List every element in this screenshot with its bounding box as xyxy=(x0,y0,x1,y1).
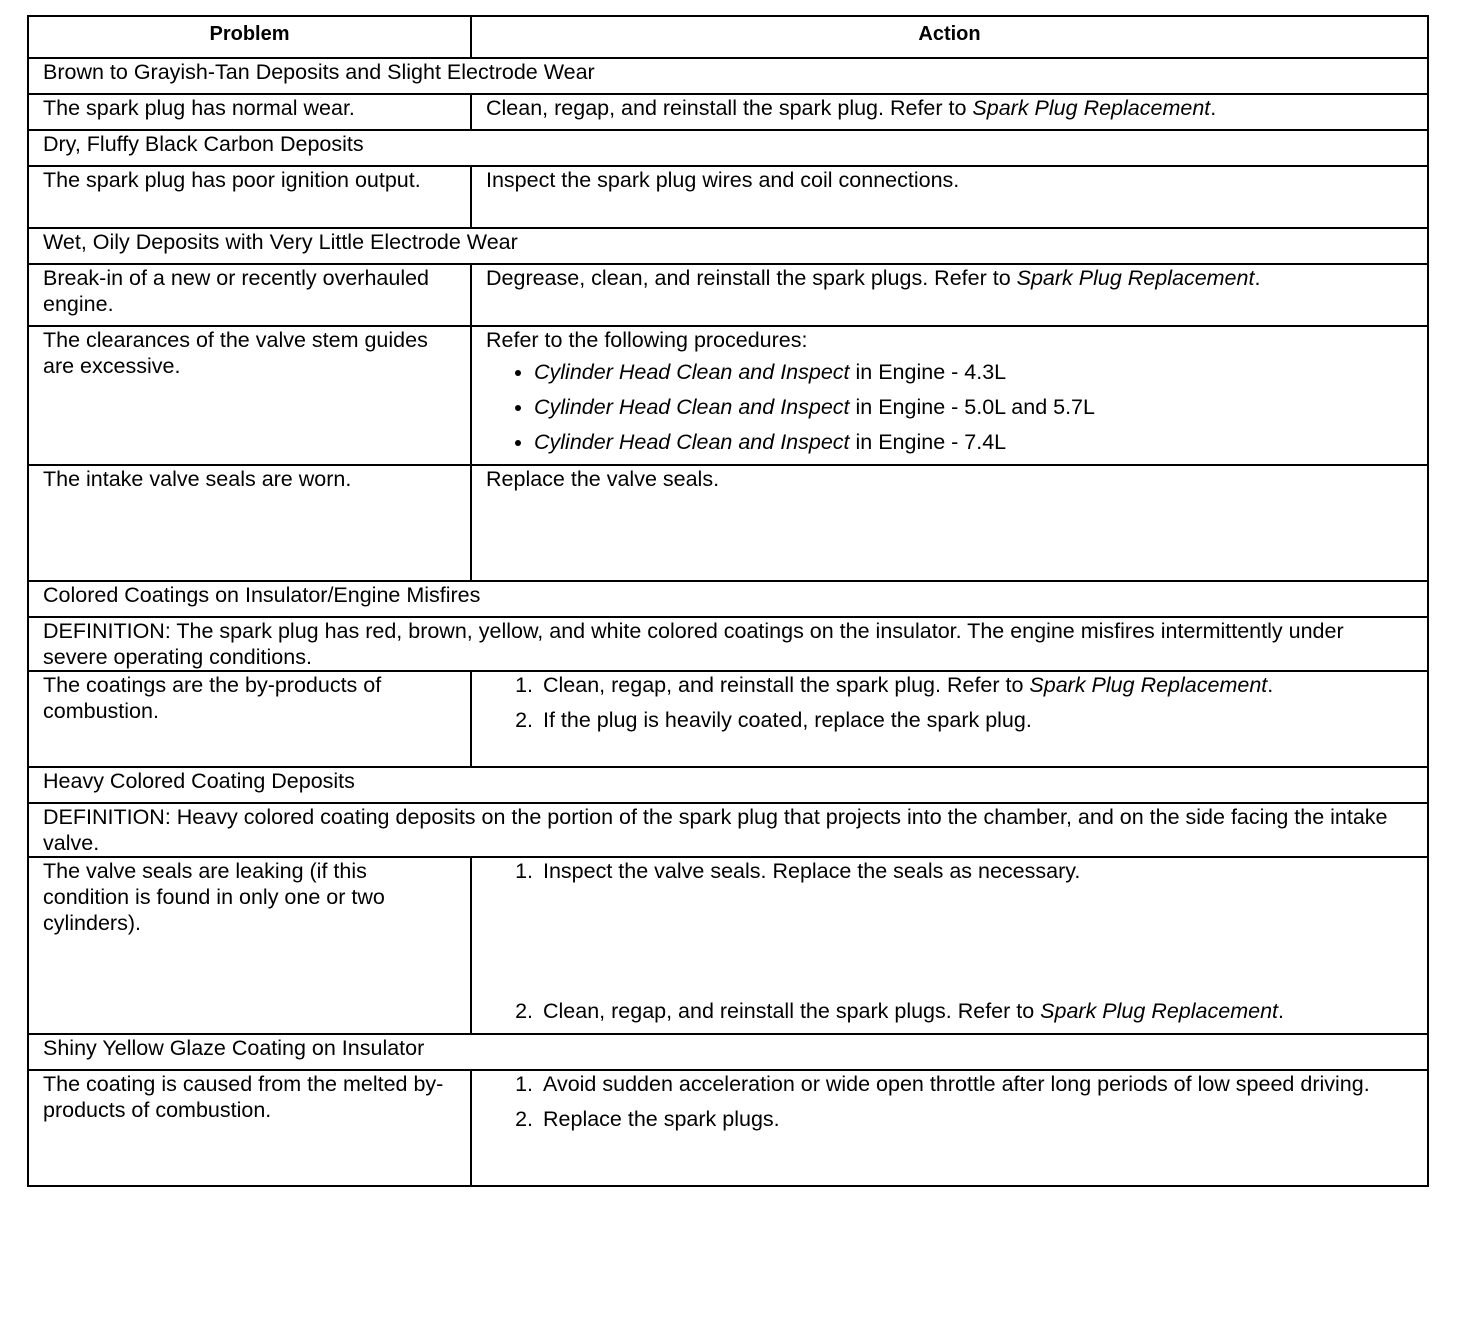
section-title: Heavy Colored Coating Deposits xyxy=(28,767,1428,803)
step-list xyxy=(486,858,1413,1024)
section-row xyxy=(28,767,1428,803)
procedure-reference: Spark Plug Replacement xyxy=(1016,266,1255,290)
problem-cell: The intake valve seals are worn. xyxy=(28,465,471,581)
step-list xyxy=(486,1071,1413,1132)
action-cell xyxy=(471,94,1428,130)
step-item xyxy=(539,707,1413,733)
diagnosis-table xyxy=(27,15,1429,1187)
step-item xyxy=(539,858,1413,884)
section-row xyxy=(28,1034,1428,1070)
problem-cell: Break-in of a new or recently overhauled engine. xyxy=(28,264,471,326)
problem-cell: The coating is caused from the melted by-products of combustion. xyxy=(28,1070,471,1186)
action-cell xyxy=(471,857,1428,1034)
definition-row xyxy=(28,803,1428,857)
table-row xyxy=(28,166,1428,228)
section-title: Brown to Grayish-Tan Deposits and Slight Electrode Wear xyxy=(28,58,1428,94)
step-item xyxy=(539,1071,1413,1097)
table-row xyxy=(28,465,1428,581)
problem-cell: The spark plug has poor ignition output. xyxy=(28,166,471,228)
step-list xyxy=(486,672,1413,733)
procedure-reference: Spark Plug Replacement xyxy=(1029,673,1268,697)
action-text-end: . xyxy=(1254,266,1261,290)
action-cell xyxy=(471,264,1428,326)
action-text: Clean, regap, and reinstall the spark plug. Refer to xyxy=(486,96,973,120)
section-title: Dry, Fluffy Black Carbon Deposits xyxy=(28,130,1428,166)
procedure-reference: Cylinder Head Clean and Inspect xyxy=(534,430,850,454)
header-problem: Problem xyxy=(28,16,471,58)
list-item xyxy=(534,394,1413,420)
table-row xyxy=(28,326,1428,465)
step-item xyxy=(539,1106,1413,1132)
definition-row xyxy=(28,617,1428,671)
step-text: Clean, regap, and reinstall the spark plugs. Refer to xyxy=(543,999,1041,1023)
section-title: Colored Coatings on Insulator/Engine Misfires xyxy=(28,581,1428,617)
action-cell xyxy=(471,1070,1428,1186)
procedure-list xyxy=(486,359,1413,455)
header-action: Action xyxy=(471,16,1428,58)
step-text: Inspect the valve seals. Replace the seals as necessary. xyxy=(543,859,1081,883)
action-lead: Refer to the following procedures: xyxy=(486,328,808,352)
step-item xyxy=(539,998,1413,1024)
procedure-reference: Spark Plug Replacement xyxy=(972,96,1211,120)
action-cell xyxy=(471,326,1428,465)
table-row xyxy=(28,264,1428,326)
action-text: Degrease, clean, and reinstall the spark plugs. Refer to xyxy=(486,266,1017,290)
section-title: Shiny Yellow Glaze Coating on Insulator xyxy=(28,1034,1428,1070)
action-cell: Replace the valve seals. xyxy=(471,465,1428,581)
step-text-end: . xyxy=(1267,673,1274,697)
section-row xyxy=(28,58,1428,94)
table-row xyxy=(28,671,1428,767)
section-row xyxy=(28,130,1428,166)
table-row xyxy=(28,1070,1428,1186)
definition-text: DEFINITION: The spark plug has red, brown, yellow, and white colored coatings on the insulator. The engine misfires intermittently under severe operating conditions. xyxy=(28,617,1428,671)
header-row xyxy=(28,16,1428,58)
procedure-location: in Engine - 7.4L xyxy=(849,430,1007,454)
problem-cell: The valve seals are leaking (if this condition is found in only one or two cylinders). xyxy=(28,857,471,1034)
step-text-end: . xyxy=(1278,999,1284,1023)
procedure-reference: Spark Plug Replacement xyxy=(1040,999,1278,1023)
list-item xyxy=(534,429,1413,455)
action-cell: Inspect the spark plug wires and coil connections. xyxy=(471,166,1428,228)
list-item xyxy=(534,359,1413,385)
table-row xyxy=(28,857,1428,1034)
problem-cell: The spark plug has normal wear. xyxy=(28,94,471,130)
procedure-location: in Engine - 4.3L xyxy=(849,360,1007,384)
section-row xyxy=(28,228,1428,264)
section-title: Wet, Oily Deposits with Very Little Electrode Wear xyxy=(28,228,1428,264)
step-item xyxy=(539,672,1413,698)
step-text: Clean, regap, and reinstall the spark plug. Refer to xyxy=(543,673,1030,697)
problem-cell: The coatings are the by-products of combustion. xyxy=(28,671,471,767)
action-text-end: . xyxy=(1210,96,1217,120)
table-row xyxy=(28,94,1428,130)
section-row xyxy=(28,581,1428,617)
definition-text: DEFINITION: Heavy colored coating deposits on the portion of the spark plug that projects into the chamber, and on the side facing the intake valve. xyxy=(28,803,1428,857)
step-text: Avoid sudden acceleration or wide open throttle after long periods of low speed driving. xyxy=(543,1072,1370,1096)
problem-cell: The clearances of the valve stem guides are excessive. xyxy=(28,326,471,465)
procedure-reference: Cylinder Head Clean and Inspect xyxy=(534,395,850,419)
procedure-location: in Engine - 5.0L and 5.7L xyxy=(849,395,1095,419)
procedure-reference: Cylinder Head Clean and Inspect xyxy=(534,360,850,384)
step-text: Replace the spark plugs. xyxy=(543,1107,780,1131)
step-text: If the plug is heavily coated, replace the spark plug. xyxy=(543,708,1032,732)
action-cell xyxy=(471,671,1428,767)
